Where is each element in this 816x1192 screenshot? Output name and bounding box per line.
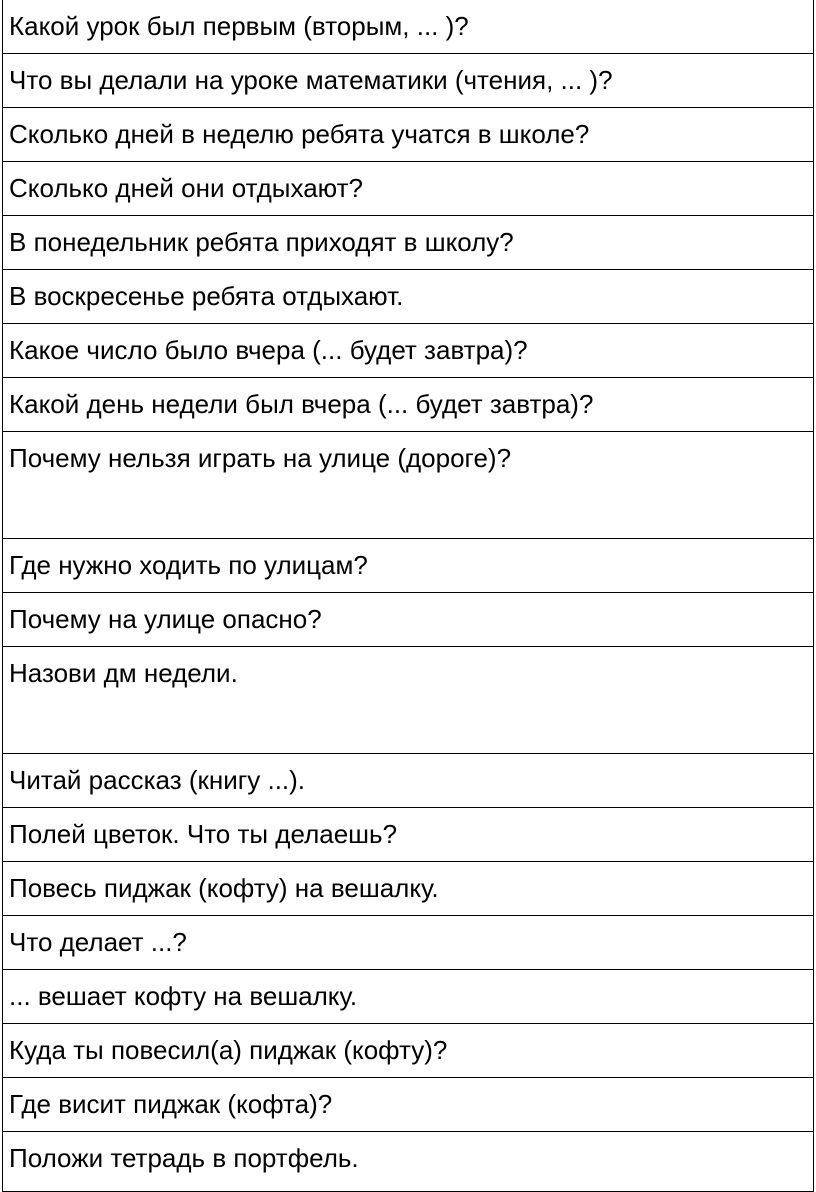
table-row: [3, 270, 814, 324]
row-text: Где висит пиджак (кофта)?: [3, 1078, 814, 1132]
row-text: ... вешает кофту на вешалку.: [3, 970, 814, 1024]
table-row: [3, 754, 814, 808]
row-text: Сколько дней они отдыхают?: [3, 162, 814, 216]
row-text: Сколько дней в неделю ребята учатся в школе?: [3, 108, 814, 162]
table-row: [3, 1132, 814, 1192]
row-text: Какой урок был первым (вторым, ... )?: [3, 0, 814, 54]
table-row: [3, 916, 814, 970]
row-text: Почему на улице опасно?: [3, 593, 814, 647]
table-row: [3, 378, 814, 432]
table-row: [3, 0, 814, 54]
table-row: [3, 108, 814, 162]
row-text: Что вы делали на уроке математики (чтения, ... )?: [3, 54, 814, 108]
row-text: Где нужно ходить по улицам?: [3, 539, 814, 593]
row-text: Полей цветок. Что ты делаешь?: [3, 808, 814, 862]
row-text: Положи тетрадь в портфель.: [3, 1132, 814, 1192]
table-row: [3, 808, 814, 862]
table-row: [3, 54, 814, 108]
table-row: [3, 162, 814, 216]
table-row: [3, 324, 814, 378]
row-text: Что делает ...?: [3, 916, 814, 970]
row-text: Почему нельзя играть на улице (дороге)?: [3, 432, 814, 539]
row-text: В понедельник ребята приходят в школу?: [3, 216, 814, 270]
row-text: Назови дм недели.: [3, 647, 814, 754]
row-text: Какое число было вчера (... будет завтра)?: [3, 324, 814, 378]
questions-table: [2, 0, 814, 1192]
row-text: Читай рассказ (книгу ...).: [3, 754, 814, 808]
table-row: [3, 216, 814, 270]
table-row: [3, 970, 814, 1024]
table-row: [3, 862, 814, 916]
table-row: [3, 432, 814, 539]
table-row: [3, 1024, 814, 1078]
row-text: Куда ты повесил(а) пиджак (кофту)?: [3, 1024, 814, 1078]
row-text: Повесь пиджак (кофту) на вешалку.: [3, 862, 814, 916]
table-row: [3, 1078, 814, 1132]
row-text: Какой день недели был вчера (... будет завтра)?: [3, 378, 814, 432]
table-row: [3, 593, 814, 647]
row-text: В воскресенье ребята отдыхают.: [3, 270, 814, 324]
table-row: [3, 647, 814, 754]
table-row: [3, 539, 814, 593]
